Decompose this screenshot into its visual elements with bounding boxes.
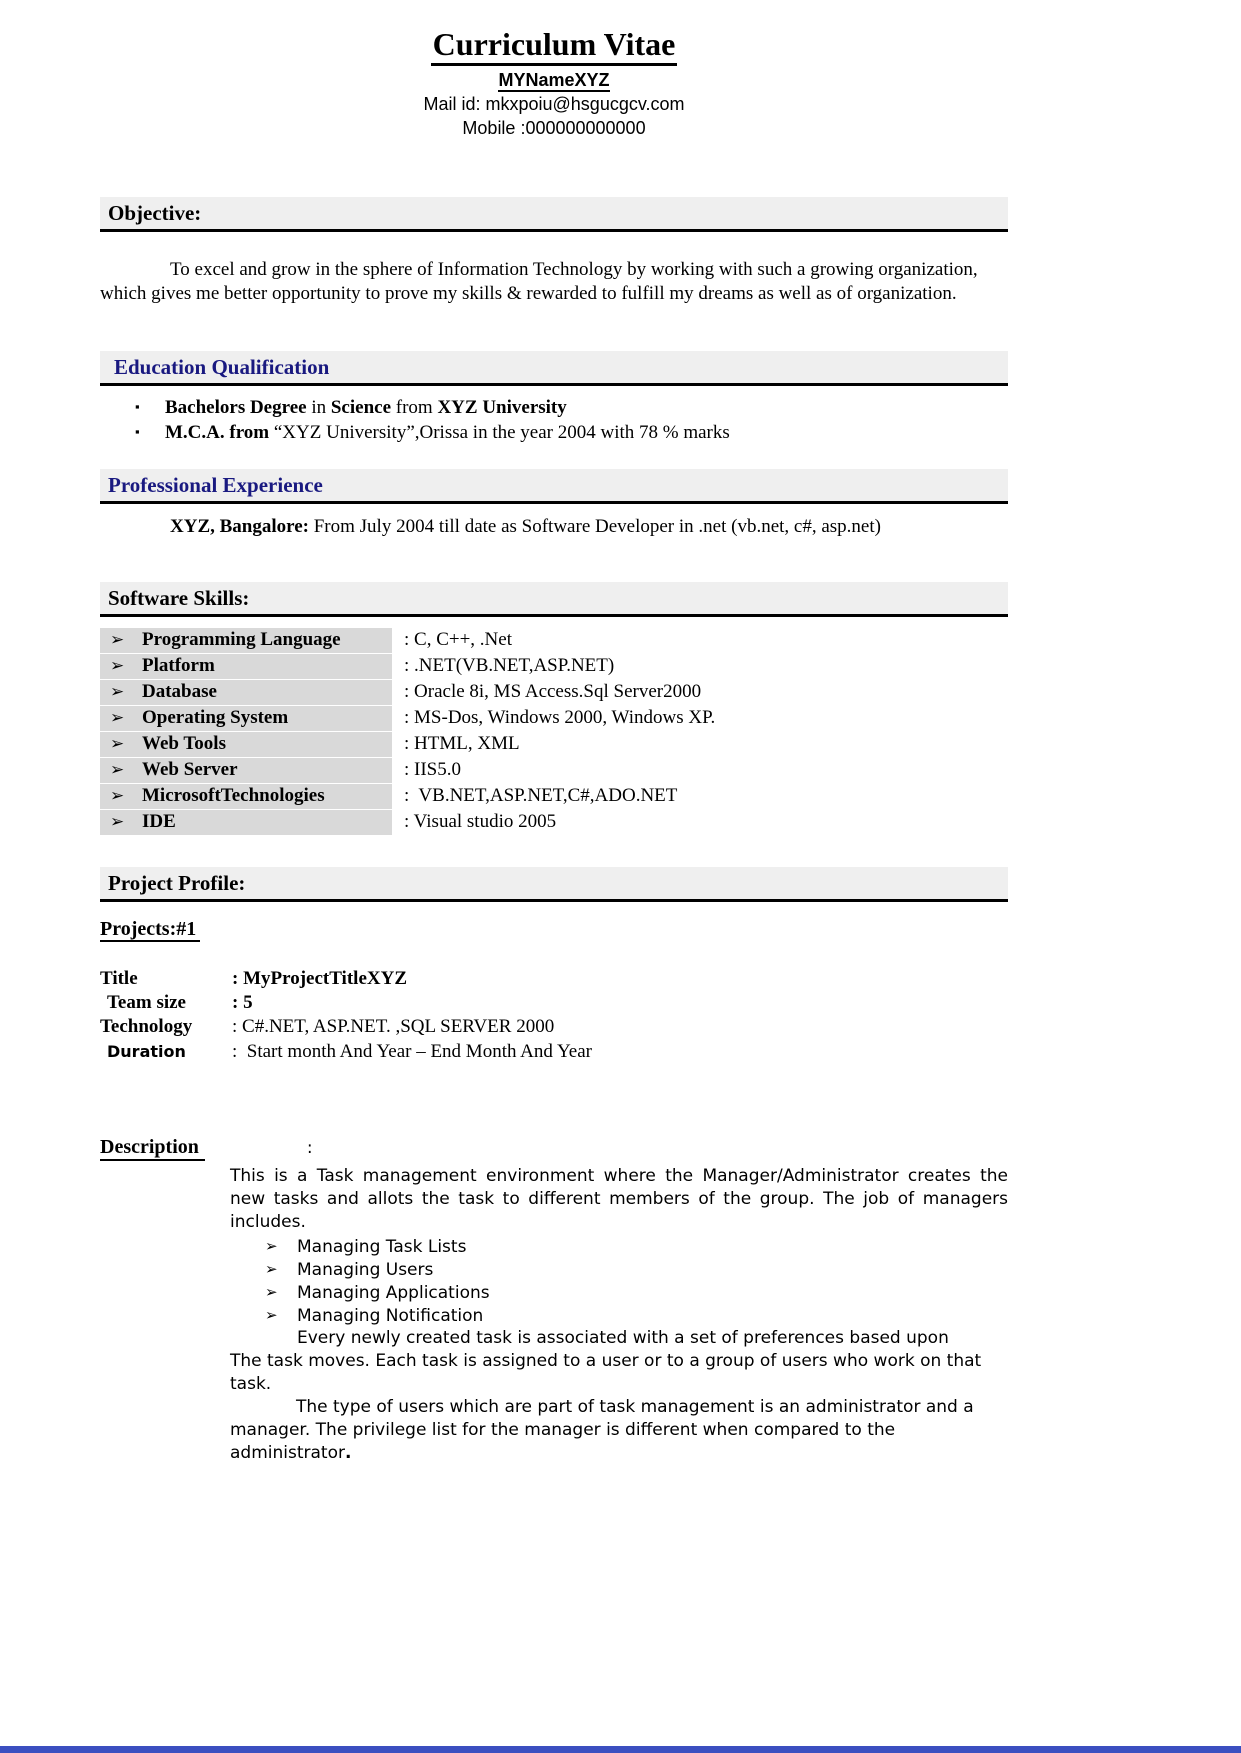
description-paragraph: Every newly created task is associated with a set of preferences based upon xyxy=(297,1328,949,1349)
arrow-bullet-icon: ➢ xyxy=(265,1305,278,1324)
skill-label: Platform xyxy=(142,654,215,676)
project-field-label: Team size xyxy=(107,991,186,1013)
arrow-bullet-icon: ➢ xyxy=(110,655,125,675)
project-field-label: Title xyxy=(100,967,138,989)
arrow-bullet-icon: ➢ xyxy=(265,1282,278,1301)
skill-label: Web Tools xyxy=(142,732,226,754)
arrow-bullet-icon: ➢ xyxy=(110,681,125,701)
skill-row xyxy=(100,758,1008,783)
description-heading: Description xyxy=(100,1136,205,1161)
candidate-name: MYNameXYZ xyxy=(498,69,610,90)
skill-value: : VB.NET,ASP.NET,C#,ADO.NET xyxy=(404,784,678,806)
skill-row xyxy=(100,732,1008,757)
projects-subheading: Projects:#1 xyxy=(100,918,1008,941)
project-row xyxy=(100,1040,1008,1064)
skill-row xyxy=(100,810,1008,835)
skill-label: Database xyxy=(142,680,217,702)
skill-label: IDE xyxy=(142,810,176,832)
description-bullet-item: ➢ Managing Task Lists xyxy=(265,1236,467,1257)
project-field-value: : 5 xyxy=(232,991,253,1013)
skill-value: : Visual studio 2005 xyxy=(404,810,557,832)
description-paragraph: The type of users which are part of task management is an administrator and a manager. The privilege list for the manager is different when compared to the administrator. xyxy=(230,1397,974,1464)
arrow-bullet-icon: ➢ xyxy=(110,733,125,753)
skill-row xyxy=(100,628,1008,653)
experience-detail: From July 2004 till date as Software Developer in .net (vb.net, c#, asp.net) xyxy=(308,515,881,537)
skill-label: MicrosoftTechnologies xyxy=(142,784,325,806)
skill-row xyxy=(100,654,1008,679)
description-bullet-list xyxy=(265,1236,1008,1328)
square-bullet-icon: ▪ xyxy=(135,423,140,439)
project-field-value: : MyProjectTitleXYZ xyxy=(232,967,407,989)
description-bullet-item: ➢ Managing Applications xyxy=(265,1282,490,1303)
skill-row xyxy=(100,706,1008,731)
skill-row xyxy=(100,784,1008,809)
skill-value: : Oracle 8i, MS Access.Sql Server2000 xyxy=(404,680,702,702)
project-field-value: : C#.NET, ASP.NET. ,SQL SERVER 2000 xyxy=(232,1016,555,1038)
description-bullet-item: ➢ Managing Users xyxy=(265,1259,434,1280)
description-bullet-item: ➢ Managing Notification xyxy=(265,1305,484,1326)
project-row xyxy=(100,967,1008,991)
mail-line: Mail id: mkxpoiu@hsgucgcv.com xyxy=(423,93,685,114)
project-row xyxy=(100,1015,1008,1039)
skill-label: Programming Language xyxy=(142,628,341,650)
education-item-text: Bachelors Degree in Science from XYZ University xyxy=(165,397,567,419)
arrow-bullet-icon: ➢ xyxy=(110,811,125,831)
section-heading-project-profile: Project Profile: xyxy=(100,867,1008,902)
skill-value: : IIS5.0 xyxy=(404,758,461,780)
objective-text: To excel and grow in the sphere of Information Technology by working with such a growing organization, which gives me better opportunity to prove my skills & rewarded to fulfill my dreams as well as of organization. xyxy=(100,258,978,304)
cv-title: Curriculum Vitae xyxy=(431,26,678,66)
education-list xyxy=(100,396,1008,445)
project-field-label: Technology xyxy=(100,1016,193,1038)
skill-value: : .NET(VB.NET,ASP.NET) xyxy=(404,654,615,676)
arrow-bullet-icon: ➢ xyxy=(110,759,125,779)
arrow-bullet-icon: ➢ xyxy=(110,785,125,805)
description-paragraph: The task moves. Each task is assigned to a user or to a group of users who work on that task. xyxy=(230,1351,982,1395)
description-paragraph: This is a Task management environment where the Manager/Administrator creates the new tasks and allots the task to different members of the group. The job of managers includes. xyxy=(230,1165,1008,1232)
section-heading-education: Education Qualification xyxy=(100,351,1008,386)
bottom-blue-bar xyxy=(0,1746,1241,1753)
section-heading-skills: Software Skills: xyxy=(100,582,1008,617)
cv-header xyxy=(100,0,1008,139)
section-heading-experience: Professional Experience xyxy=(100,469,1008,504)
project-field-value: : Start month And Year – End Month And Year xyxy=(232,1040,592,1062)
education-item xyxy=(135,421,1008,446)
arrow-bullet-icon: ➢ xyxy=(265,1236,278,1255)
description-colon: : xyxy=(306,1137,313,1158)
document-body xyxy=(100,0,1008,1465)
skill-value: : MS-Dos, Windows 2000, Windows XP. xyxy=(404,706,716,728)
skill-label: Operating System xyxy=(142,706,289,728)
skill-label: Web Server xyxy=(142,758,238,780)
description-heading-row xyxy=(100,1136,1008,1161)
square-bullet-icon: ▪ xyxy=(135,399,140,415)
arrow-bullet-icon: ➢ xyxy=(265,1259,278,1278)
mobile-line: Mobile :000000000000 xyxy=(462,117,646,138)
project-row xyxy=(100,991,1008,1015)
education-item xyxy=(135,396,1008,421)
skill-value: : C, C++, .Net xyxy=(404,628,512,650)
skill-value: : HTML, XML xyxy=(404,732,520,754)
skill-row xyxy=(100,680,1008,705)
arrow-bullet-icon: ➢ xyxy=(110,707,125,727)
skills-table xyxy=(100,628,1008,835)
project-table xyxy=(100,967,1008,1064)
experience-company: XYZ, Bangalore: xyxy=(170,515,309,537)
education-item-text: M.C.A. from “XYZ University”,Orissa in the year 2004 with 78 % marks xyxy=(165,421,730,443)
project-field-label: Duration xyxy=(107,1041,186,1061)
experience-line xyxy=(170,516,1008,538)
arrow-bullet-icon: ➢ xyxy=(110,629,125,649)
description-body xyxy=(100,1165,1008,1465)
section-heading-objective: Objective: xyxy=(100,197,1008,232)
